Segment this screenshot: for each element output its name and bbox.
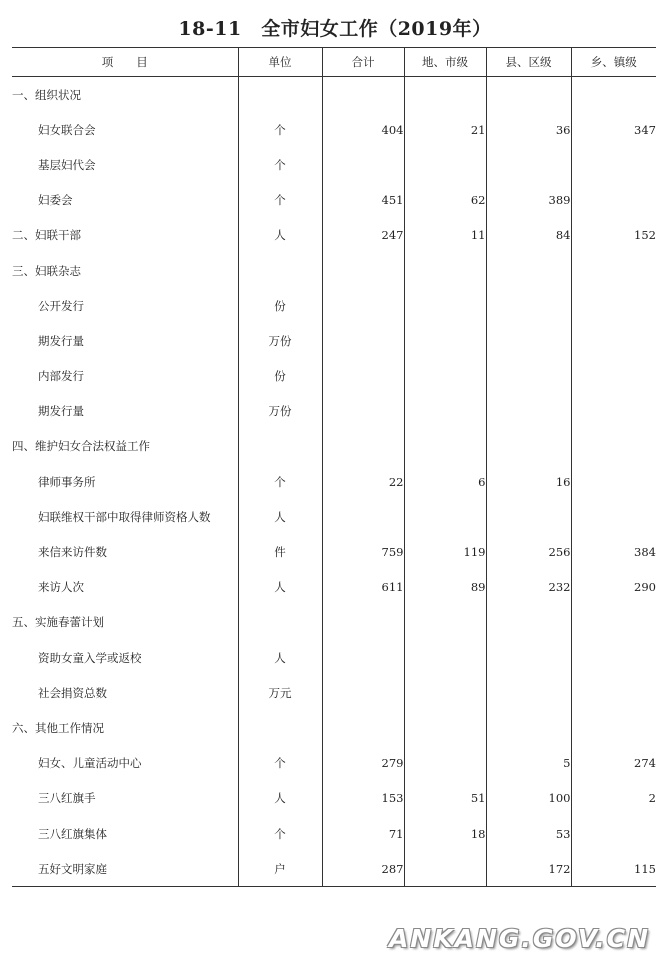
cell-unit: 人: [238, 570, 322, 605]
cell-town: [571, 183, 656, 218]
table-row: [12, 499, 656, 534]
table-header-row: [12, 48, 656, 77]
cell-town: 115: [571, 851, 656, 887]
table-row: [12, 675, 656, 710]
table-row: [12, 710, 656, 745]
cell-unit: 个: [238, 112, 322, 147]
cell-unit: 万元: [238, 675, 322, 710]
cell-total: [322, 288, 404, 323]
cell-town: 152: [634, 228, 656, 243]
cell-town: [571, 323, 656, 358]
cell-town: [571, 359, 656, 394]
cell-town: [571, 77, 656, 113]
cell-total: [322, 323, 404, 358]
header-unit: 单位: [238, 48, 322, 77]
cell-total: [322, 253, 404, 288]
cell-unit: [238, 605, 322, 640]
cell-city: [404, 147, 486, 182]
table-row: [12, 218, 656, 253]
cell-city: 62: [404, 183, 486, 218]
cell-city: [404, 499, 486, 534]
cell-city: [404, 77, 486, 113]
cell-town: [571, 499, 656, 534]
cell-total: [322, 640, 404, 675]
table-row: [12, 464, 656, 499]
table-row: [12, 816, 656, 851]
table-row: [12, 534, 656, 569]
women-work-table: [12, 47, 656, 887]
cell-unit: 个: [238, 183, 322, 218]
cell-item: 妇委会: [12, 183, 238, 218]
cell-item: 妇联维权干部中取得律师资格人数: [12, 499, 238, 534]
cell-county: 100: [486, 781, 571, 816]
cell-item: 公开发行: [12, 288, 238, 323]
cell-item: 三、妇联杂志: [12, 253, 238, 288]
cell-town: [571, 147, 656, 182]
cell-item: 二、妇联干部: [12, 218, 238, 253]
cell-unit: 份: [238, 359, 322, 394]
table-row: [12, 112, 656, 147]
cell-city: 21: [404, 112, 486, 147]
cell-total: [322, 394, 404, 429]
table-row: [12, 77, 656, 113]
cell-city: 11: [404, 218, 486, 253]
cell-city: [404, 429, 486, 464]
table-body: [12, 77, 656, 887]
table-row: [12, 323, 656, 358]
cell-town: [571, 640, 656, 675]
cell-county: 5: [486, 746, 571, 781]
table-row: [12, 570, 656, 605]
cell-item: 律师事务所: [12, 464, 238, 499]
cell-unit: 万份: [238, 323, 322, 358]
cell-county: [486, 710, 571, 745]
cell-county: 256: [486, 534, 571, 569]
cell-item: 期发行量: [12, 394, 238, 429]
cell-unit: 人: [238, 499, 322, 534]
cell-city: 89: [404, 570, 486, 605]
cell-total: 153: [322, 781, 404, 816]
cell-county: 232: [486, 570, 571, 605]
cell-unit: 万份: [238, 394, 322, 429]
cell-total: 71: [322, 816, 404, 851]
cell-city: [404, 851, 486, 887]
cell-item: 内部发行: [12, 359, 238, 394]
cell-total: [322, 710, 404, 745]
cell-unit: [238, 77, 322, 113]
cell-city: [404, 323, 486, 358]
cell-town: [571, 464, 656, 499]
cell-county: [486, 675, 571, 710]
cell-town: [571, 605, 656, 640]
cell-unit: 个: [238, 746, 322, 781]
cell-total: 247: [322, 218, 404, 253]
cell-town: [571, 710, 656, 745]
cell-unit: 个: [238, 816, 322, 851]
cell-total: [322, 147, 404, 182]
cell-city: 51: [404, 781, 486, 816]
cell-item: 三八红旗手: [12, 781, 238, 816]
cell-city: [404, 746, 486, 781]
table-row: [12, 605, 656, 640]
cell-item: 妇女、儿童活动中心: [12, 746, 238, 781]
cell-county: 16: [486, 464, 571, 499]
table-row: [12, 851, 656, 887]
cell-county: [486, 323, 571, 358]
cell-county: [486, 394, 571, 429]
table-row: [12, 183, 656, 218]
cell-total: [322, 675, 404, 710]
header-city: 地、市级: [404, 48, 486, 77]
cell-item: 一、组织状况: [12, 77, 238, 113]
cell-city: [404, 394, 486, 429]
cell-unit: [238, 429, 322, 464]
cell-county: 84: [486, 218, 571, 253]
cell-unit: 个: [238, 147, 322, 182]
cell-item: 三八红旗集体: [12, 816, 238, 851]
cell-county: 36: [486, 112, 571, 147]
cell-item: 来信来访件数: [12, 534, 238, 569]
cell-item: 社会捐资总数: [12, 675, 238, 710]
cell-town: 290: [634, 580, 656, 595]
table-row: [12, 781, 656, 816]
cell-item: 四、维护妇女合法权益工作: [12, 429, 238, 464]
cell-county: 53: [486, 816, 571, 851]
cell-unit: [238, 710, 322, 745]
cell-city: [404, 640, 486, 675]
table-title: 18-11 全市妇女工作（2019年）: [178, 18, 492, 40]
cell-town: [571, 429, 656, 464]
cell-item: 五好文明家庭: [12, 851, 238, 887]
table-row: [12, 288, 656, 323]
cell-county: [486, 605, 571, 640]
cell-county: [486, 499, 571, 534]
header-item: 项 目: [12, 48, 238, 77]
cell-item: 五、实施春蕾计划: [12, 605, 238, 640]
cell-town: 347: [634, 122, 656, 137]
cell-town: 384: [634, 545, 656, 560]
cell-total: 287: [322, 851, 404, 887]
cell-county: [486, 288, 571, 323]
cell-unit: 人: [238, 781, 322, 816]
cell-total: [322, 605, 404, 640]
cell-total: 279: [322, 746, 404, 781]
cell-city: 6: [404, 464, 486, 499]
table-row: [12, 429, 656, 464]
cell-town: 2: [648, 791, 656, 806]
table-row: [12, 746, 656, 781]
cell-county: 389: [486, 183, 571, 218]
cell-town: [571, 253, 656, 288]
cell-unit: [238, 253, 322, 288]
cell-county: [486, 77, 571, 113]
site-watermark: ANKANG.GOV.CN: [388, 924, 650, 953]
header-town: 乡、镇级: [571, 48, 656, 77]
table-row: [12, 253, 656, 288]
cell-town: 274: [634, 756, 656, 771]
cell-unit: 件: [238, 534, 322, 569]
cell-county: [486, 253, 571, 288]
header-total: 合计: [322, 48, 404, 77]
cell-total: 451: [322, 183, 404, 218]
cell-town: [571, 675, 656, 710]
cell-total: 759: [322, 534, 404, 569]
cell-town: [571, 816, 656, 851]
cell-city: [404, 253, 486, 288]
cell-county: [486, 147, 571, 182]
cell-total: [322, 499, 404, 534]
cell-total: [322, 77, 404, 113]
cell-item: 基层妇代会: [12, 147, 238, 182]
table-row: [12, 394, 656, 429]
cell-city: [404, 710, 486, 745]
cell-total: [322, 429, 404, 464]
cell-total: 22: [322, 464, 404, 499]
cell-county: [486, 429, 571, 464]
cell-city: [404, 605, 486, 640]
cell-total: [322, 359, 404, 394]
cell-city: [404, 288, 486, 323]
cell-total: 404: [322, 112, 404, 147]
table-row: [12, 640, 656, 675]
cell-item: 期发行量: [12, 323, 238, 358]
cell-county: 172: [486, 851, 571, 887]
cell-city: 119: [404, 534, 486, 569]
cell-unit: 份: [238, 288, 322, 323]
cell-city: 18: [404, 816, 486, 851]
cell-unit: 人: [238, 640, 322, 675]
cell-total: 611: [322, 570, 404, 605]
cell-unit: 人: [238, 218, 322, 253]
cell-unit: 个: [238, 464, 322, 499]
cell-unit: 户: [238, 851, 322, 887]
cell-city: [404, 675, 486, 710]
cell-town: [571, 394, 656, 429]
cell-item: 六、其他工作情况: [12, 710, 238, 745]
cell-item: 来访人次: [12, 570, 238, 605]
cell-county: [486, 640, 571, 675]
cell-item: 资助女童入学或返校: [12, 640, 238, 675]
cell-city: [404, 359, 486, 394]
header-county: 县、区级: [486, 48, 571, 77]
cell-county: [486, 359, 571, 394]
cell-item: 妇女联合会: [12, 112, 238, 147]
table-row: [12, 147, 656, 182]
cell-town: [571, 288, 656, 323]
table-row: [12, 359, 656, 394]
